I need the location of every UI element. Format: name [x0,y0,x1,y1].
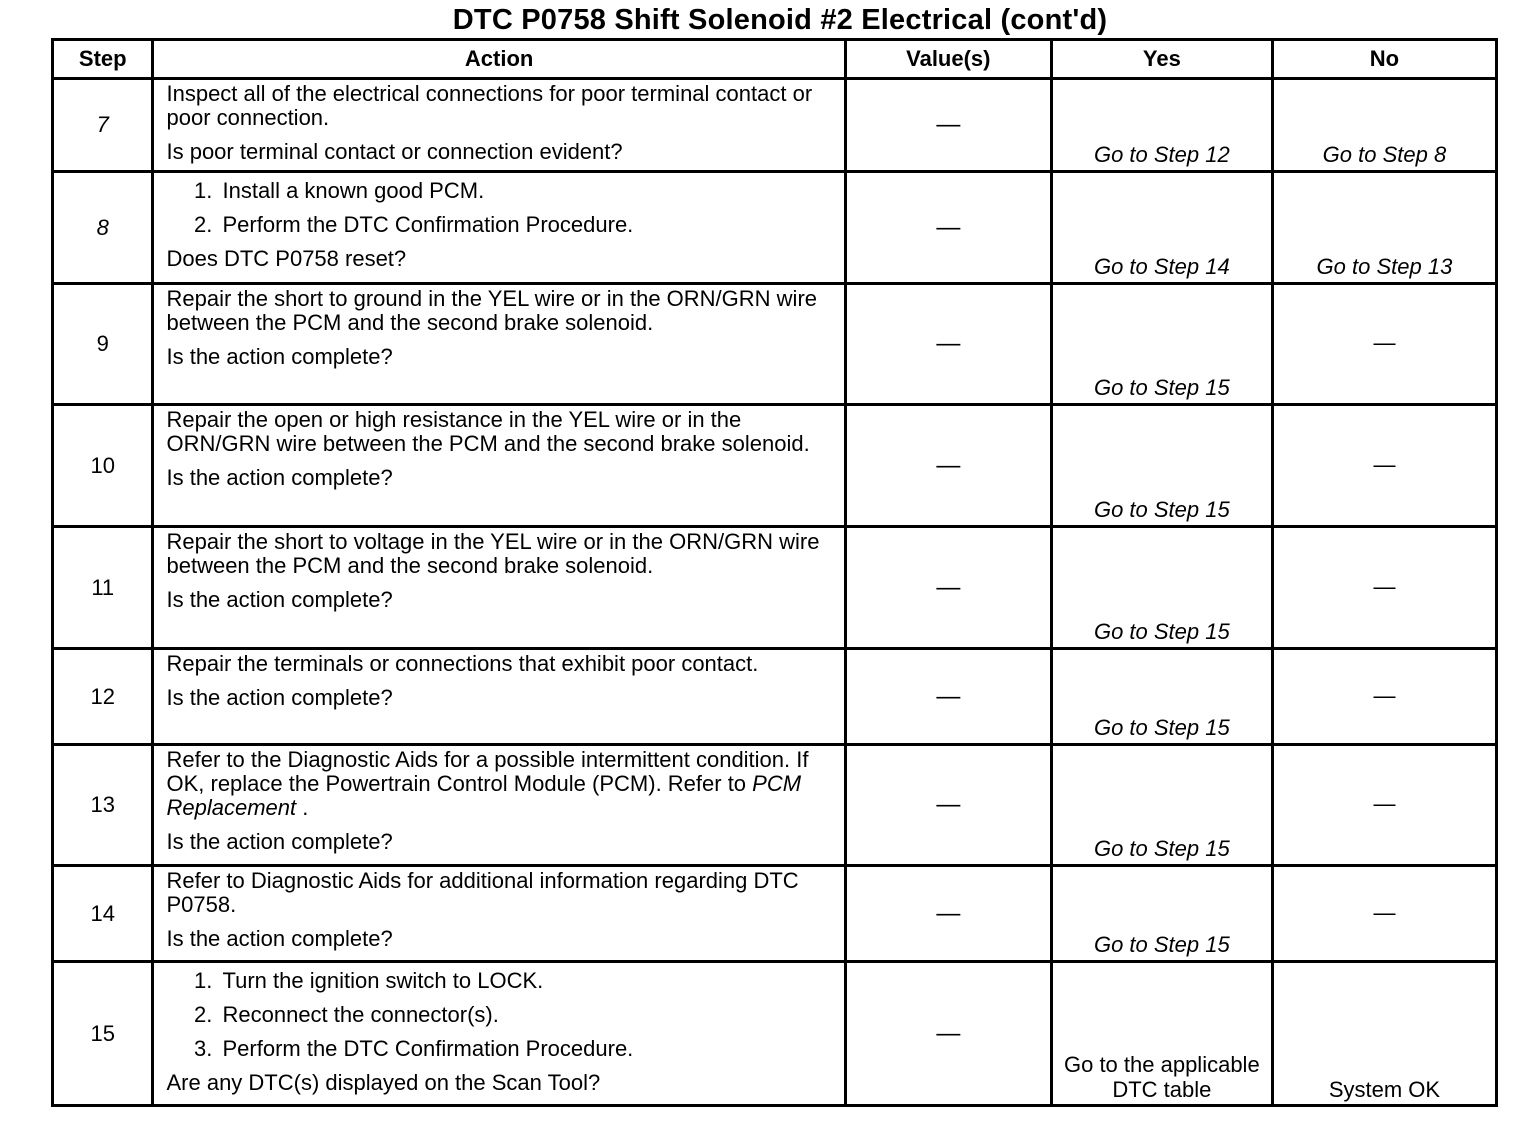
table-row [53,405,1497,527]
step-number: 10 [53,405,153,527]
value-cell: — [845,649,1051,745]
action-cell [153,79,845,172]
list-item: 2. Perform the DTC Confirmation Procedure. [218,213,835,237]
no-result: — [1272,866,1496,962]
list-item: 3. Perform the DTC Confirmation Procedure. [218,1037,835,1061]
action-instruction: Refer to Diagnostic Aids for additional information regarding DTC P0758. [166,868,799,917]
step-number: 8 [53,172,153,284]
table-row [53,284,1497,405]
value-cell: — [845,866,1051,962]
table-row [53,745,1497,866]
action-question: Are any DTC(s) displayed on the Scan Tool? [166,1070,601,1095]
no-result: Go to Step 13 [1272,172,1496,284]
yes-result: Go to Step 15 [1051,405,1272,527]
step-number: 12 [53,649,153,745]
action-question: Is the action complete? [166,829,393,854]
yes-result: Go to Step 14 [1051,172,1272,284]
action-cell [153,649,845,745]
action-instruction [166,748,835,820]
header-step: Step [53,40,153,79]
yes-result: Go to Step 15 [1051,527,1272,649]
value-cell: — [845,284,1051,405]
action-question: Is the action complete? [166,587,393,612]
yes-result: Go to Step 12 [1051,79,1272,172]
value-cell: — [845,172,1051,284]
no-result: — [1272,405,1496,527]
value-cell: — [845,962,1051,1106]
value-cell: — [845,405,1051,527]
header-row [53,40,1497,79]
action-cell [153,284,845,405]
list-item: 1. Install a known good PCM. [218,179,835,203]
action-instruction: Repair the short to voltage in the YEL wire or in the ORN/GRN wire between the PCM and the second brake solenoid. [166,529,820,578]
action-question: Is poor terminal contact or connection evident? [166,139,623,164]
table-row [53,866,1497,962]
action-instruction: Repair the open or high resistance in the YEL wire or in the ORN/GRN wire between the PCM and the second brake solenoid. [166,407,810,456]
no-result: — [1272,527,1496,649]
header-no: No [1272,40,1496,79]
no-result: System OK [1272,962,1496,1106]
yes-result: Go to Step 15 [1051,866,1272,962]
list-item: 2. Reconnect the connector(s). [218,1003,835,1027]
list-item: 1. Turn the ignition switch to LOCK. [218,969,835,993]
header-action: Action [153,40,845,79]
yes-result: Go to Step 15 [1051,284,1272,405]
no-result: — [1272,649,1496,745]
instruction-text-end: . [296,795,309,820]
action-instruction: Repair the short to ground in the YEL wire or in the ORN/GRN wire between the PCM and the second brake solenoid. [166,286,817,335]
table-row [53,649,1497,745]
action-instruction: Inspect all of the electrical connections for poor terminal contact or poor connection. [166,81,813,130]
pcm-replacement-reference: PCM Replacement [166,771,802,820]
instruction-text: Refer to the Diagnostic Aids for a possible intermittent condition. If OK, replace the Powertrain Control Module (PCM). Refer to [166,747,809,796]
step-number: 11 [53,527,153,649]
action-question: Does DTC P0758 reset? [166,246,407,271]
header-yes: Yes [1051,40,1272,79]
action-cell [153,405,845,527]
step-number: 14 [53,866,153,962]
table-row [53,172,1497,284]
yes-result: Go to the applicable DTC table [1051,962,1272,1106]
action-question: Is the action complete? [166,926,393,951]
action-cell [153,172,845,284]
action-cell [153,962,845,1106]
yes-result: Go to Step 15 [1051,745,1272,866]
step-number: 13 [53,745,153,866]
action-cell [153,527,845,649]
value-cell: — [845,527,1051,649]
no-result: Go to Step 8 [1272,79,1496,172]
table-row [53,79,1497,172]
step-number: 15 [53,962,153,1106]
action-question: Is the action complete? [166,685,393,710]
no-result: — [1272,284,1496,405]
yes-result: Go to Step 15 [1051,649,1272,745]
value-cell: — [845,79,1051,172]
action-cell [153,866,845,962]
value-cell: — [845,745,1051,866]
step-number: 9 [53,284,153,405]
action-instruction: Repair the terminals or connections that exhibit poor contact. [166,651,759,676]
table-row [53,962,1497,1106]
table-row [53,527,1497,649]
action-cell [153,745,845,866]
action-list [166,969,835,1061]
step-number: 7 [53,79,153,172]
action-list [166,179,835,237]
action-question: Is the action complete? [166,344,393,369]
action-question: Is the action complete? [166,465,393,490]
no-result: — [1272,745,1496,866]
page-title: DTC P0758 Shift Solenoid #2 Electrical (cont'd) [452,4,1108,36]
diagnostic-table [51,38,1498,1107]
header-values: Value(s) [845,40,1051,79]
